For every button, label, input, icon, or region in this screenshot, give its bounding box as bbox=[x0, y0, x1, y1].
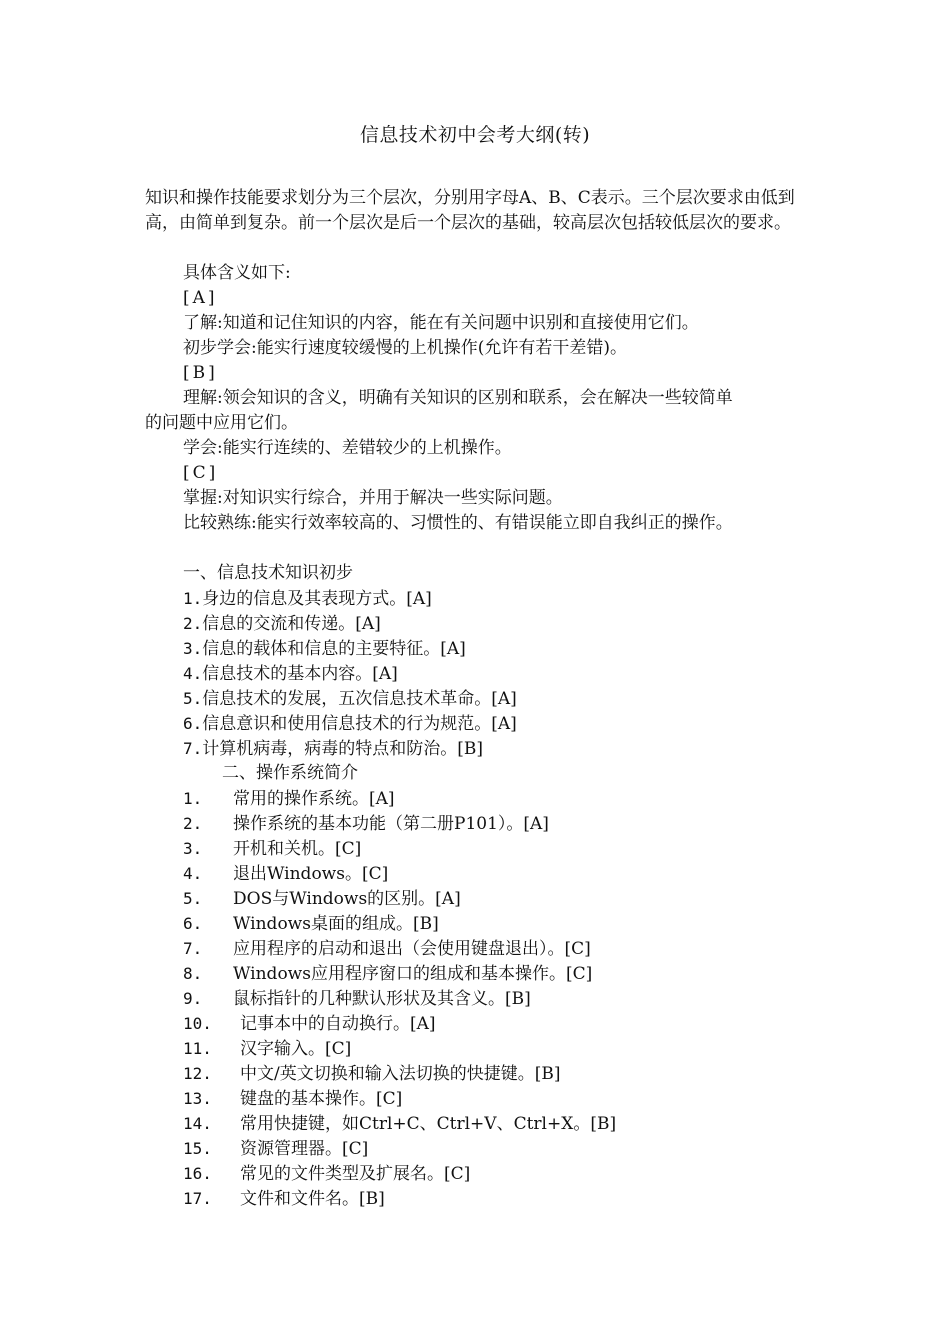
item-number: 8. bbox=[183, 964, 203, 983]
section2-heading: 二、操作系统简介 bbox=[222, 763, 358, 783]
level-b-understand-cont: 的问题中应用它们。 bbox=[145, 413, 298, 433]
section1-heading: 一、信息技术知识初步 bbox=[183, 563, 353, 583]
item-text: 汉字输入。[C] bbox=[240, 1039, 352, 1059]
level-a-learn: 初步学会:能实行速度较缓慢的上机操作(允许有若干差错)。 bbox=[183, 338, 627, 358]
item-number: 7. bbox=[183, 939, 203, 958]
item-number: 10. bbox=[183, 1014, 212, 1033]
item-number: 13. bbox=[183, 1089, 212, 1108]
item-text: 开机和关机。[C] bbox=[233, 839, 362, 859]
item-text: 资源管理器。[C] bbox=[240, 1139, 369, 1159]
item-number: 5. bbox=[183, 689, 203, 708]
list-item bbox=[183, 986, 531, 1012]
list-item bbox=[183, 1186, 385, 1212]
list-item bbox=[183, 1136, 368, 1162]
list-item bbox=[183, 661, 398, 687]
item-text: 鼠标指针的几种默认形状及其含义。[B] bbox=[233, 989, 531, 1009]
list-item bbox=[183, 786, 395, 812]
list-item bbox=[183, 1036, 351, 1062]
item-text: 记事本中的自动换行。[A] bbox=[240, 1014, 436, 1034]
list-item bbox=[183, 736, 483, 762]
item-number: 11. bbox=[183, 1039, 212, 1058]
item-text: 操作系统的基本功能（第二册P101）。[A] bbox=[233, 814, 549, 834]
list-item bbox=[183, 961, 592, 987]
list-item bbox=[183, 686, 517, 712]
list-item bbox=[183, 711, 517, 737]
list-item bbox=[183, 811, 549, 837]
level-b-understand: 理解:领会知识的含义，明确有关知识的区别和联系，会在解决一些较简单 bbox=[183, 388, 733, 408]
item-number: 3. bbox=[183, 639, 203, 658]
item-number: 3. bbox=[183, 839, 203, 858]
item-number: 4. bbox=[183, 664, 203, 683]
item-number: 6. bbox=[183, 914, 203, 933]
list-item bbox=[183, 636, 466, 662]
item-text: 信息的载体和信息的主要特征。[A] bbox=[202, 639, 466, 659]
item-text: 常见的文件类型及扩展名。[C] bbox=[240, 1164, 471, 1184]
item-text: 信息技术的发展，五次信息技术革命。[A] bbox=[202, 689, 517, 709]
list-item bbox=[183, 1011, 436, 1037]
item-text: 常用快捷键，如Ctrl+C、Ctrl+V、Ctrl+X。[B] bbox=[240, 1114, 617, 1134]
item-text: 应用程序的启动和退出（会使用键盘退出）。[C] bbox=[233, 939, 591, 959]
item-text: 键盘的基本操作。[C] bbox=[240, 1089, 403, 1109]
item-number: 1. bbox=[183, 589, 203, 608]
list-item bbox=[183, 1161, 470, 1187]
item-number: 1. bbox=[183, 789, 203, 808]
list-item bbox=[183, 836, 361, 862]
item-number: 9. bbox=[183, 989, 203, 1008]
item-text: 计算机病毒，病毒的特点和防治。[B] bbox=[202, 739, 484, 759]
level-c-master: 掌握:对知识实行综合，并用于解决一些实际问题。 bbox=[183, 488, 563, 508]
level-a-understand: 了解:知道和记住知识的内容，能在有关问题中识别和直接使用它们。 bbox=[183, 313, 699, 333]
item-text: 中文/英文切换和输入法切换的快捷键。[B] bbox=[240, 1064, 561, 1084]
level-b-learn: 学会:能实行连续的、差错较少的上机操作。 bbox=[183, 438, 512, 458]
item-text: 信息意识和使用信息技术的行为规范。[A] bbox=[202, 714, 517, 734]
item-number: 6. bbox=[183, 714, 203, 733]
item-text: 文件和文件名。[B] bbox=[240, 1189, 385, 1209]
list-item bbox=[183, 911, 439, 937]
item-number: 2. bbox=[183, 814, 203, 833]
document-title: 信息技术初中会考大纲(转) bbox=[359, 124, 591, 146]
level-a-label: [A] bbox=[183, 288, 218, 308]
intro-paragraph: 知识和操作技能要求划分为三个层次，分别用字母A、B、C表示。三个层次要求由低到高，由简单到复杂。前一个层次是后一个层次的基础，较高层次包括较低层次的要求。 bbox=[145, 188, 795, 233]
level-c-proficient: 比较熟练:能实行效率较高的、习惯性的、有错误能立即自我纠正的操作。 bbox=[183, 513, 733, 533]
level-b-label: [B] bbox=[183, 363, 218, 383]
item-number: 15. bbox=[183, 1139, 212, 1158]
item-text: 身边的信息及其表现方式。[A] bbox=[202, 589, 432, 609]
list-item bbox=[183, 936, 591, 962]
list-item bbox=[183, 886, 461, 912]
item-text: DOS与Windows的区别。[A] bbox=[233, 889, 461, 909]
item-number: 12. bbox=[183, 1064, 212, 1083]
list-item bbox=[183, 1086, 402, 1112]
item-number: 7. bbox=[183, 739, 203, 758]
item-text: 退出Windows。[C] bbox=[233, 864, 389, 884]
level-c-label: [C] bbox=[183, 463, 219, 483]
item-number: 5. bbox=[183, 889, 203, 908]
item-number: 4. bbox=[183, 864, 203, 883]
list-item bbox=[183, 1061, 560, 1087]
list-item bbox=[183, 586, 432, 612]
list-item bbox=[183, 611, 381, 637]
item-text: Windows桌面的组成。[B] bbox=[233, 914, 439, 934]
item-number: 17. bbox=[183, 1189, 212, 1208]
item-text: 信息的交流和传递。[A] bbox=[202, 614, 381, 634]
item-number: 2. bbox=[183, 614, 203, 633]
list-item bbox=[183, 1111, 616, 1137]
definitions-heading: 具体含义如下: bbox=[183, 263, 291, 283]
item-text: 常用的操作系统。[A] bbox=[233, 789, 395, 809]
item-number: 14. bbox=[183, 1114, 212, 1133]
item-text: Windows应用程序窗口的组成和基本操作。[C] bbox=[233, 964, 593, 984]
list-item bbox=[183, 861, 388, 887]
item-number: 16. bbox=[183, 1164, 212, 1183]
item-text: 信息技术的基本内容。[A] bbox=[202, 664, 398, 684]
